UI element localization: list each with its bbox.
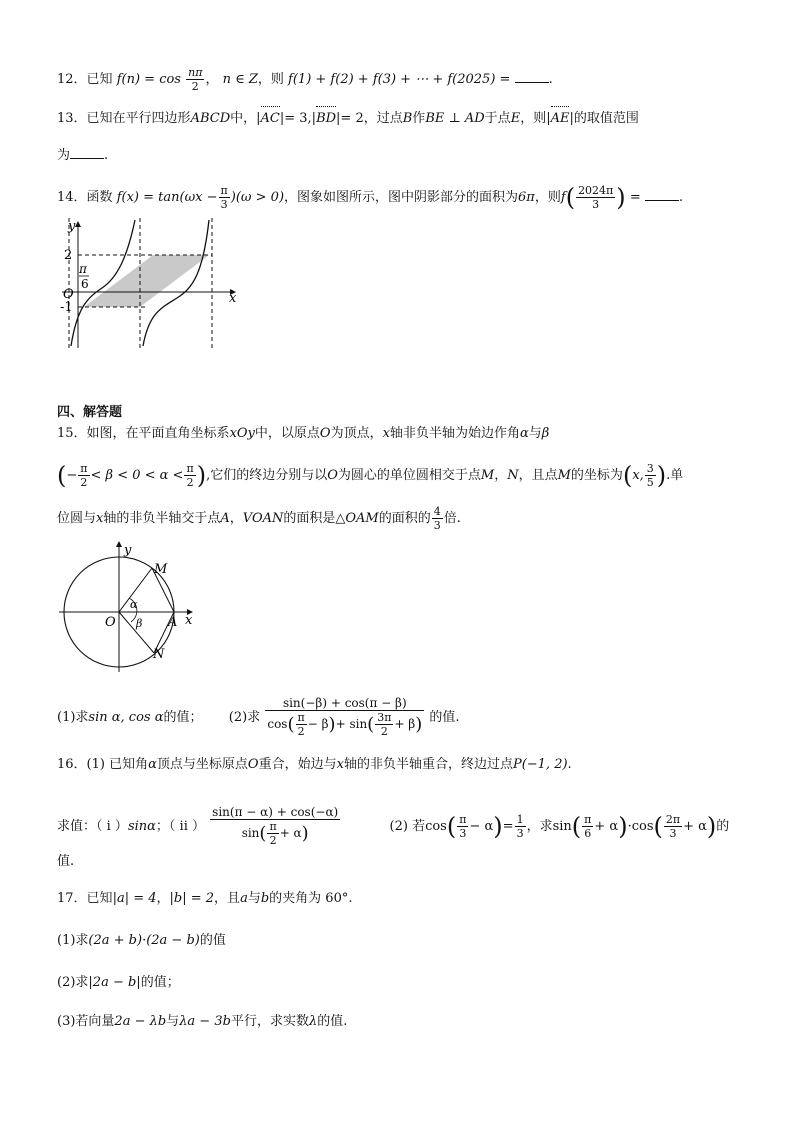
y-axis-label: y — [124, 543, 132, 558]
tick-label-six: 6 — [81, 277, 89, 291]
q15-number: 15． — [57, 426, 87, 441]
vector-ac: AC — [261, 109, 280, 129]
question-17-part3: (3)若向量2a − λb与λa − 3b平行，求实数λ的值. — [57, 1014, 348, 1029]
shaded-region — [84, 255, 209, 307]
origin-label: O — [105, 615, 116, 630]
x-axis-label: x — [185, 613, 193, 628]
question-17-part1: (1)求(2a + b)·(2a − b)的值 — [57, 933, 226, 948]
vector-bd: BD — [316, 109, 336, 129]
point-m-label: M — [154, 562, 168, 577]
question-15: 15．如图，在平面直角坐标系xOy中，以原点O为顶点，x轴非负半轴为始边作角α与β — [57, 426, 550, 441]
vector-ae: AE — [551, 109, 570, 129]
answer-blank — [515, 70, 549, 83]
q12-number: 12． — [57, 72, 87, 87]
question-16: 16．(1) 已知角α顶点与坐标原点O重合，始边与x轴的非负半轴重合，终边过点P(−1, 2). — [57, 757, 572, 772]
section-heading: 四、解答题 — [57, 405, 123, 420]
tick-label-neg1: -1 — [60, 300, 73, 315]
y-axis-label: y — [68, 219, 76, 234]
q14-argument: $\frac{2024\pi}{3}$ — [578, 184, 614, 211]
q14-number: 14． — [57, 190, 87, 205]
q15-part2-fraction: sin(−β) + cos(π − β) cos( $\frac{\pi}{2}$ − β)+ sin( $\frac{3\pi}{2}$ + β) — [267, 696, 423, 738]
question-17-part2: (2)求|2a − b|的值； — [57, 975, 180, 990]
question-16-line3: 值. — [57, 854, 75, 869]
tick-label-pi: π — [79, 262, 87, 276]
q13-number: 13． — [57, 111, 87, 126]
alpha-label: α — [130, 598, 138, 611]
q17-number: 17． — [57, 891, 87, 906]
point-a-label: A — [168, 615, 178, 630]
question-17: 17．已知|a| = 4，|b| = 2，且a与b的夹角为 60°. — [57, 891, 353, 906]
tick-label-2: 2 — [64, 248, 73, 263]
question-14: 14．函数 f(x) = tan(ωx − $\frac{\pi}{3}$ )(ω > 0)，图象如图所示，图中阴影部分的面积为6π，则f( $\frac{2024\pi}{3}$ ) = . — [57, 183, 683, 212]
q12-fraction: $\frac{n\pi}{2}$ — [188, 66, 203, 93]
q14-fraction: $\frac{\pi}{3}$ — [220, 184, 228, 211]
tangent-graph — [57, 218, 247, 350]
q16-fraction: sin(π − α) + cos(−α) sin( $\frac{\pi}{2}$ + α) — [212, 805, 339, 847]
beta-label: β — [136, 617, 143, 630]
origin-label: O — [63, 287, 74, 302]
question-13-cont: 为 . — [57, 148, 109, 163]
question-16-line2: 求值：（ i ）sinα；（ ii ） sin(π − α) + cos(−α) sin( $\frac{\pi}{2}$ + α) (2) 若cos( $\frac{\pi}{3}$ − α)= $\frac{1}{3}$ ，求sin( $\frac{\pi}{6}$ + α)·cos( $\frac{2\pi}{3}$ + α)的 — [57, 805, 730, 847]
unit-circle-figure — [57, 536, 207, 676]
point-n-label: N — [153, 647, 165, 662]
answer-blank — [70, 146, 104, 159]
question-15-line3: 位圆与x轴的非负半轴交于点A，VOAN的面积是△OAM的面积的 $\frac{4}{3}$ 倍. — [57, 505, 461, 532]
answer-blank — [645, 188, 679, 201]
question-15-line2: (− $\frac{\pi}{2}$ < β < 0 < α < $\frac{\pi}{2}$ ),它们的终边分别与以O为圆心的单位圆相交于点M，N，且点M的坐标为(x, $\frac{3}{5}$ ).单 — [57, 461, 684, 490]
q16-number: 16． — [57, 757, 87, 772]
question-15-parts: (1)求sin α, cos α的值； (2)求 sin(−β) + cos(π − β) cos( $\frac{\pi}{2}$ − β)+ sin( $\frac{3\pi}{2}$ + β) 的值. — [57, 696, 460, 738]
question-13: 13．已知在平行四边形ABCD中，|AC|= 3,|BD|= 2，过点B作BE ⊥ AD于点E，则|AE|的取值范围 — [57, 109, 639, 129]
question-12: 12．已知 f(n) = cos $\frac{n\pi}{2}$ ， n ∈ Z，则 f(1) + f(2) + f(3) + ⋯ + f(2025) = . — [57, 66, 553, 93]
x-axis-label: x — [229, 291, 237, 306]
